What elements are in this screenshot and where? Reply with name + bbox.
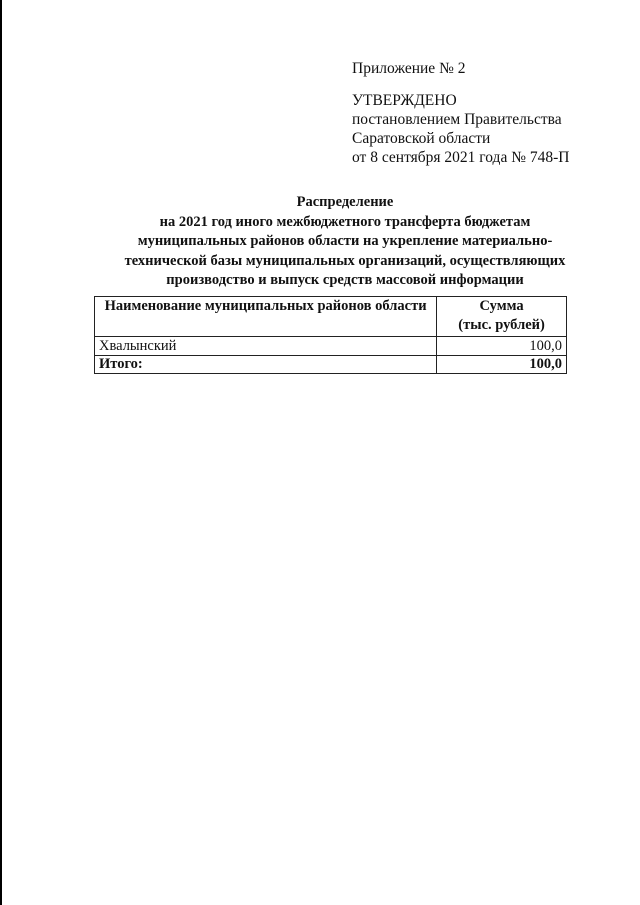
district-name-cell: Хвалынский xyxy=(95,337,437,356)
title-heading: Распределение xyxy=(296,194,394,210)
approval-heading: УТВЕРЖДЕНО xyxy=(352,92,457,109)
title-line: технической базы муниципальных организаций, осуществляющих xyxy=(124,252,566,269)
column-header-sum xyxy=(437,297,567,337)
table-row xyxy=(95,337,567,356)
total-sum: 100,0 xyxy=(437,356,567,374)
approval-stamp xyxy=(352,91,569,167)
table-header-row xyxy=(95,297,567,337)
title-line: муниципальных районов области на укрепление материально- xyxy=(137,233,553,249)
total-label: Итого: xyxy=(95,356,437,374)
title-line: на 2021 год иного межбюджетного трансферта бюджетам xyxy=(159,213,531,230)
document-title xyxy=(90,193,600,291)
approval-line: постановлением Правительства xyxy=(352,111,562,128)
appendix-label: Приложение № 2 xyxy=(352,60,466,77)
district-sum-cell: 100,0 xyxy=(437,337,567,356)
approval-line: Саратовской области xyxy=(352,130,491,147)
column-header-name: Наименование муниципальных районов области xyxy=(95,297,437,337)
title-line: производство и выпуск средств массовой информации xyxy=(166,272,524,288)
approval-line: от 8 сентября 2021 года № 748-П xyxy=(352,149,570,166)
total-row xyxy=(95,356,567,374)
distribution-table xyxy=(94,296,567,374)
column-header-sum-unit: (тыс. рублей) xyxy=(458,317,545,333)
scan-border xyxy=(0,0,2,905)
column-header-sum-title: Сумма xyxy=(479,298,524,314)
